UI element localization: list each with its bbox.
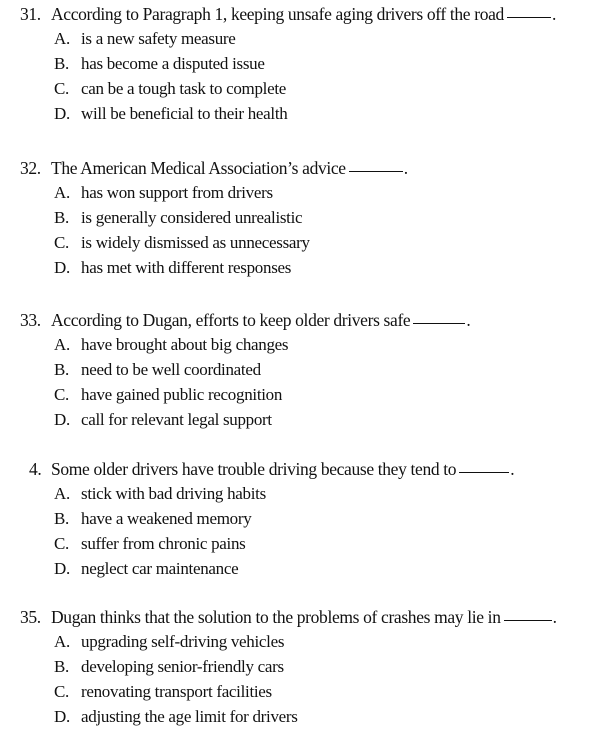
option-list <box>20 484 596 584</box>
question-31 <box>20 4 596 129</box>
option-letter: C. <box>54 385 69 404</box>
option-text: renovating transport facilities <box>81 682 272 701</box>
question-number: 32. <box>20 158 41 178</box>
question-period: . <box>403 158 408 178</box>
question-stem <box>20 607 596 632</box>
option-letter: C. <box>54 682 69 701</box>
answer-blank <box>507 16 551 18</box>
question-text: According to Dugan, efforts to keep older drivers safe <box>51 310 411 330</box>
question-34 <box>20 459 596 584</box>
option-list <box>20 29 596 129</box>
question-period: . <box>510 459 515 479</box>
option-letter: C. <box>54 534 69 553</box>
question-number: 31. <box>20 4 41 24</box>
option-d[interactable] <box>20 410 596 435</box>
option-c[interactable] <box>20 682 596 707</box>
option-letter: A. <box>54 29 70 48</box>
option-text: need to be well coordinated <box>81 360 261 379</box>
option-letter: D. <box>54 559 70 578</box>
answer-blank <box>413 322 465 324</box>
option-text: upgrading self-driving vehicles <box>81 632 285 651</box>
question-35 <box>20 607 596 732</box>
option-text: adjusting the age limit for drivers <box>81 707 298 726</box>
option-letter: C. <box>54 233 69 252</box>
question-stem <box>20 310 596 335</box>
option-text: neglect car maintenance <box>81 559 239 578</box>
question-text: The American Medical Association’s advice <box>51 158 346 178</box>
option-d[interactable] <box>20 104 596 129</box>
option-c[interactable] <box>20 385 596 410</box>
option-text: call for relevant legal support <box>81 410 272 429</box>
question-text: Dugan thinks that the solution to the problems of crashes may lie in <box>51 607 501 627</box>
question-number: 4. <box>29 459 42 479</box>
option-letter: B. <box>54 509 69 528</box>
option-list <box>20 335 596 435</box>
option-letter: D. <box>54 258 70 277</box>
option-letter: B. <box>54 657 69 676</box>
option-text: stick with bad driving habits <box>81 484 266 503</box>
option-text: suffer from chronic pains <box>81 534 246 553</box>
option-letter: B. <box>54 360 69 379</box>
answer-blank <box>349 170 403 172</box>
option-d[interactable] <box>20 258 596 283</box>
option-letter: A. <box>54 484 70 503</box>
option-text: has become a disputed issue <box>81 54 265 73</box>
question-period: . <box>551 4 556 24</box>
option-text: will be beneficial to their health <box>81 104 288 123</box>
question-33 <box>20 310 596 435</box>
question-period: . <box>466 310 471 330</box>
option-a[interactable] <box>20 29 596 54</box>
option-a[interactable] <box>20 632 596 657</box>
option-b[interactable] <box>20 509 596 534</box>
option-text: has met with different responses <box>81 258 292 277</box>
question-period: . <box>552 607 557 627</box>
question-32 <box>20 158 596 283</box>
option-list <box>20 632 596 732</box>
option-text: is a new safety measure <box>81 29 236 48</box>
option-letter: A. <box>54 335 70 354</box>
option-letter: A. <box>54 632 70 651</box>
option-text: is generally considered unrealistic <box>81 208 303 227</box>
option-text: can be a tough task to complete <box>81 79 287 98</box>
option-letter: D. <box>54 410 70 429</box>
question-number: 33. <box>20 310 41 330</box>
question-stem <box>20 459 596 484</box>
question-number: 35. <box>20 607 41 627</box>
option-a[interactable] <box>20 484 596 509</box>
option-b[interactable] <box>20 360 596 385</box>
option-letter: A. <box>54 183 70 202</box>
option-letter: B. <box>54 54 69 73</box>
option-text: is widely dismissed as unnecessary <box>81 233 310 252</box>
answer-blank <box>459 471 509 473</box>
question-text: According to Paragraph 1, keeping unsafe aging drivers off the road <box>51 4 504 24</box>
option-text: developing senior-friendly cars <box>81 657 284 676</box>
option-b[interactable] <box>20 657 596 682</box>
question-stem <box>20 4 596 29</box>
answer-blank <box>504 619 552 621</box>
option-c[interactable] <box>20 534 596 559</box>
option-letter: D. <box>54 104 70 123</box>
question-text: Some older drivers have trouble driving because they tend to <box>51 459 457 479</box>
option-d[interactable] <box>20 707 596 732</box>
option-d[interactable] <box>20 559 596 584</box>
option-c[interactable] <box>20 79 596 104</box>
option-text: have gained public recognition <box>81 385 283 404</box>
option-list <box>20 183 596 283</box>
option-c[interactable] <box>20 233 596 258</box>
option-letter: D. <box>54 707 70 726</box>
option-letter: B. <box>54 208 69 227</box>
option-text: have brought about big changes <box>81 335 289 354</box>
option-b[interactable] <box>20 208 596 233</box>
option-a[interactable] <box>20 183 596 208</box>
question-stem <box>20 158 596 183</box>
option-b[interactable] <box>20 54 596 79</box>
option-a[interactable] <box>20 335 596 360</box>
option-letter: C. <box>54 79 69 98</box>
option-text: have a weakened memory <box>81 509 252 528</box>
option-text: has won support from drivers <box>81 183 273 202</box>
